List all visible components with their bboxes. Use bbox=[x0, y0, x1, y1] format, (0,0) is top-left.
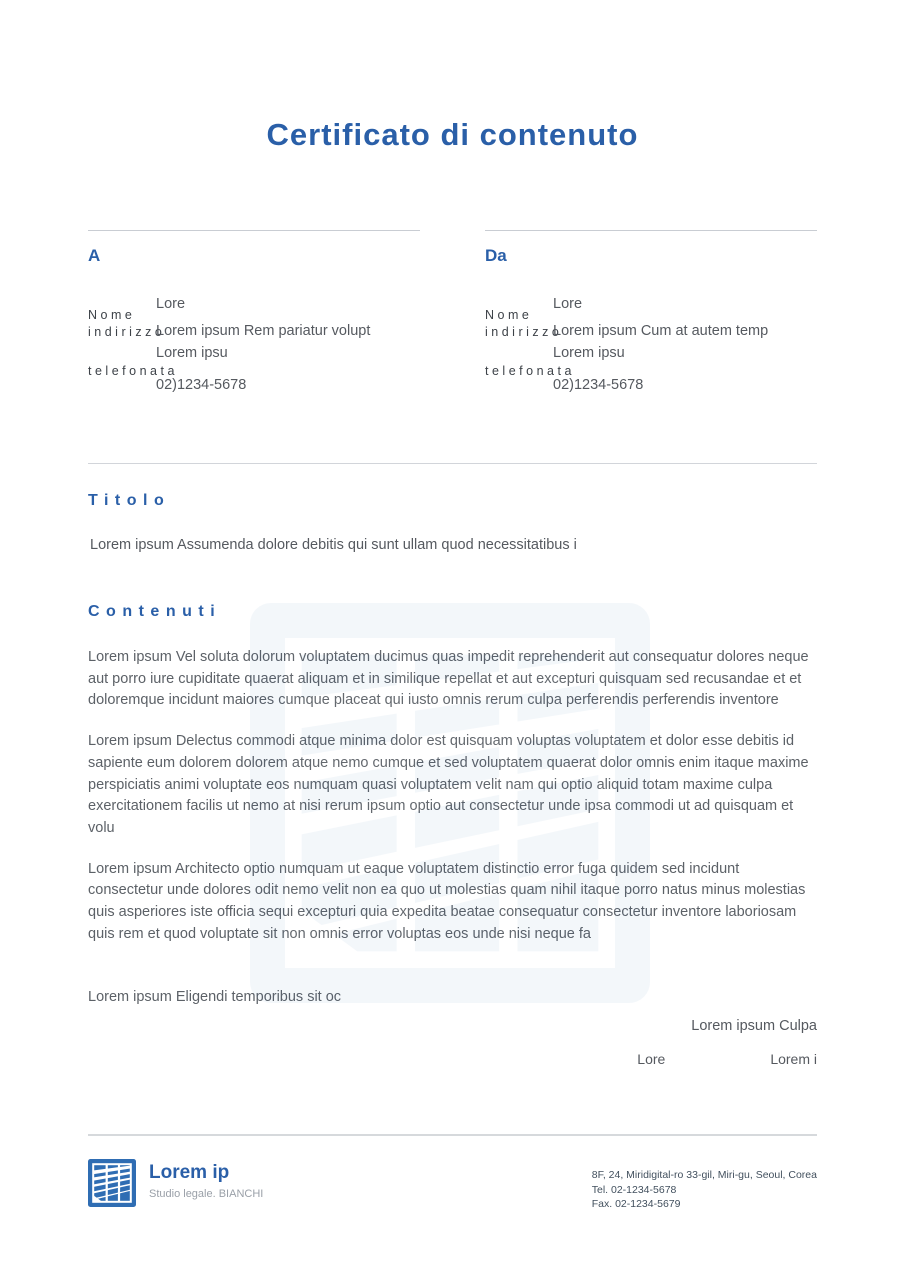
title-section-value: Lorem ipsum Assumenda dolore debitis qui sunt ullam quod necessitatibus i bbox=[90, 537, 577, 553]
brand-text-block bbox=[149, 1159, 263, 1201]
sender-address-label: indirizzo bbox=[485, 325, 563, 339]
contents-paragraph: Lorem ipsum Architecto optio numquam ut eaque voluptatem distinctio error fuga quidem sed incidunt consectetur unde dolores odit nemo velit non ea quo ut molestias quam nihil itaque porro natus minus molestias quis asperiores iste officia sequi excepturi quia expedita beatae consequatur consectetur inventore laboriosam quis rem et quod voluptate sit non omnis error voluptas eos unde nisi neque fa bbox=[88, 860, 806, 942]
signature-date: Lore bbox=[637, 1051, 666, 1068]
contents-section-heading: Contenuti bbox=[88, 603, 222, 620]
sender-address-line1: Lorem ipsum Cum at autem temp bbox=[553, 323, 769, 339]
contents-paragraph: Lorem ipsum Vel soluta dolorum voluptatem ducimus quas impedit reprehenderit aut consequatur dolores neque aut porro iure cupiditate quaerat aliquam et in similique repellat et aut excepturi quisquam sed recusandae et et doloremque incidunt maiores cumque placeat qui iusto omnis rerum culpa perferendis perferendis inventore bbox=[88, 649, 809, 709]
building-stripes-logo-icon bbox=[88, 1159, 136, 1207]
recipient-address-line1: Lorem ipsum Rem pariatur volupt bbox=[156, 323, 371, 339]
footer-contact-block bbox=[592, 1159, 817, 1212]
recipient-name-label: Nome bbox=[88, 308, 136, 322]
closing-line: Lorem ipsum Eligendi temporibus sit oc bbox=[88, 989, 342, 1006]
recipient-address-line2: Lorem ipsu bbox=[156, 345, 228, 361]
title-section bbox=[88, 491, 817, 554]
recipient-phone-label: telefonata bbox=[88, 364, 178, 378]
recipient-heading: A bbox=[88, 246, 101, 265]
recipient-section bbox=[88, 230, 420, 396]
brand-subtitle: Studio legale. BIANCHI bbox=[149, 1188, 264, 1201]
recipient-address-label: indirizzo bbox=[88, 325, 166, 339]
footer-address: 8F, 24, Miridigital-ro 33-gil, Miri-gu, Seoul, Corea bbox=[591, 1169, 817, 1182]
title-section-heading: Titolo bbox=[88, 492, 171, 509]
sender-fields bbox=[485, 296, 817, 396]
brand-name: Lorem ip bbox=[149, 1162, 230, 1184]
sender-name-label: Nome bbox=[485, 308, 533, 322]
parties-row bbox=[88, 230, 817, 396]
page-title: Certificato di contenuto bbox=[266, 117, 639, 152]
section-divider bbox=[88, 463, 817, 464]
sender-section bbox=[485, 230, 817, 396]
signature-line1: Lorem ipsum Culpa bbox=[691, 1018, 817, 1035]
sender-phone-label: telefonata bbox=[485, 364, 575, 378]
sender-address-line2: Lorem ipsu bbox=[553, 345, 625, 361]
signature-line2 bbox=[88, 1051, 817, 1068]
recipient-fields bbox=[88, 296, 420, 396]
signature-name: Lorem i bbox=[770, 1051, 817, 1068]
footer-brand-block bbox=[88, 1159, 263, 1207]
sender-phone-value: 02)1234-5678 bbox=[553, 377, 644, 393]
footer-fax: Fax. 02-1234-5679 bbox=[591, 1198, 681, 1211]
recipient-phone-value: 02)1234-5678 bbox=[156, 377, 247, 393]
footer-tel: Tel. 02-1234-5678 bbox=[591, 1183, 677, 1196]
recipient-name-value: Lore bbox=[156, 296, 186, 312]
sender-name-value: Lore bbox=[553, 296, 583, 312]
page-footer bbox=[88, 1134, 817, 1212]
contents-section bbox=[88, 602, 817, 1006]
contents-paragraph: Lorem ipsum Delectus commodi atque minima dolor est quisquam voluptas voluptatem et dolor esse debitis id sapiente eum dolorem dolorem atque nemo cumque et sed voluptatem quaerat dolor omnis enim itaque maxime perspiciatis animi voluptate eos numquam quasi voluptatem velit nam qui optio aliquid totam maxime culpa exercitationem facilis ut nemo at nisi rerum ipsum optio aut consectetur unde ipsa commodi ut ad quisquam et volu bbox=[88, 733, 809, 836]
sender-heading: Da bbox=[485, 246, 507, 265]
